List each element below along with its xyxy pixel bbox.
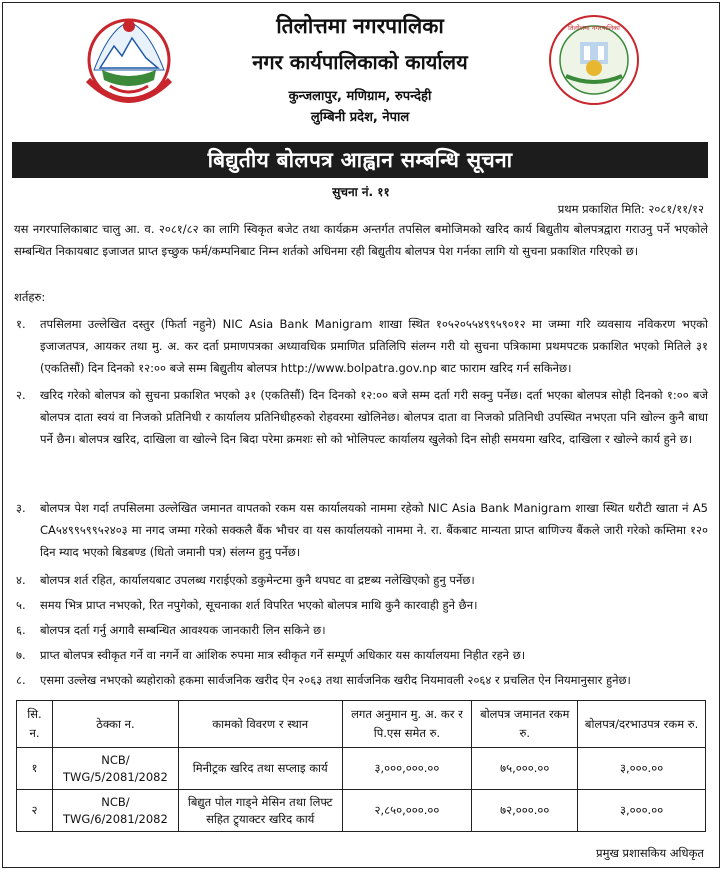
office-name: नगर कार्यपालिकाको कार्यालय [252, 50, 468, 74]
condition-text: एसमा उल्लेख नभएको ब्यहोराको हकमा सार्वजनिक खरीद ऐन २०६३ तथा सार्वजनिक खरीद नियमावली २०६४ र प्रचलित ऐन नियमानुसार हुनेछ। [40, 673, 631, 687]
intro-paragraph: यस नगरपालिकाबाट चालु आ. व. २०८१/८२ का लागि स्विकृत बजेट तथा कार्यक्रम अन्तर्गत तपसिल बमोजिमको खरिद कार्य बिद्युतीय बोलपत्रद्वारा गराउनु पर्ने भएकोले सम्बन्धित निकायबाट इजाजत प्राप्त इच्छुक फर्म/कम्पनिबाट निम्न शर्तको अधिनमा रही बिद्युतीय बोलपत्र पेश गर्नका लागि यो सुचना प्रकाशित गरिएको छ। [14, 222, 708, 259]
condition-number: ३. [16, 501, 26, 515]
cell-doc-fee: ३,०००.०० [578, 790, 706, 832]
logo-text: तिलोत्तमा नगरपालिका [568, 24, 620, 32]
table-row [17, 790, 706, 832]
condition-text: तपसिलमा उल्लेखित दस्तुर (फिर्ता नहुने) NIC Asia Bank Manigram शाखा स्थित १०५२०५५४९९५९०१२ मा जम्मा गरि व्यवसाय नविकरण भएको इजाजतपत्र, आयकर तथा मु. अ. कर दर्ता प्रमाणपत्रका अध्यावधिक प्रमाणित प्रतिलिपि संलग्न गरी यो सुचना पत्रिकामा प्रथमपटक प्रकाशित भएको मितिले ३१ (एकतिसौं) दिन दिनको १२:०० बजे सम्म बिद्युतीय बोलपत्र http://www.bolpatra.gov.np बाट फाराम खरिद गर्न सकिनेछ। [40, 317, 708, 376]
condition-item [14, 384, 708, 451]
col-header-estimate: लगत अनुमान मु. अ. कर र पि.एस समेत रु. [342, 701, 472, 748]
condition-item [14, 594, 708, 616]
table-row [17, 748, 706, 790]
municipality-logo-icon [548, 14, 640, 106]
condition-text: बोलपत्र पेश गर्दा तपसिलमा उल्लेखित जमानत वापतको रकम यस कार्यालयको नाममा रहेको NIC Asia Bank Manigram शाखा स्थित धरौटी खाता नं A5 CA५४९९५९९५२४०३ मा नगद जम्मा गरेको सक्कलै बैंक भौचर वा यस कार्यालयको नाममा ने. रा. बैंकबाट मान्यता प्राप्त बाणिज्य बैंकले जारी गरेको कम्तिमा १२० दिन म्याद भएको बिडबण्ड (धितो जमानी पत्र) संलग्न हुनु पर्नेछ। [40, 501, 708, 560]
col-header-contract: ठेक्का न. [52, 701, 178, 748]
cell-description: बिद्युत पोल गाड्ने मेसिन तथा लिफ्ट सहित ट्र्याक्टर खरिद कार्य [178, 790, 342, 832]
cell-bid-security: ७२,०००.०० [472, 790, 578, 832]
col-header-bid-security: बोलपत्र जमानत रकम रु. [472, 701, 578, 748]
condition-number: ८. [16, 673, 26, 687]
condition-text: समय भित्र प्राप्त नभएको, रित नपुगेको, सूचनाका शर्त विपरित भएको बोलपत्र माथि कुनै कारवाही हुने छैन। [40, 598, 478, 612]
conditions-heading: शर्तहरु: [14, 290, 46, 304]
cell-estimate: ३,०००,०००.०० [342, 748, 472, 790]
signoff: प्रमुख प्रशासकिय अधिकृत [596, 846, 704, 860]
col-header-sn: सि. न. [17, 701, 53, 748]
cell-estimate: २,८५०,०००.०० [342, 790, 472, 832]
cell-contract: NCB/ TWG/6/2081/2082 [52, 790, 178, 832]
condition-text: खरिद गरेको बोलपत्र को सुचना प्रकाशित भएको ३१ (एकतिसौं) दिन दिनको १२:०० बजे सम्म दर्ता गरी सक्नु पर्नेछ। दर्ता भएका बोलपत्र सोही दिनको १:०० बजे बोलपत्र दाता स्वयं वा निजको प्रतिनिधी र कार्यालय प्रतिनिधीहरुको रोहवरमा खोलिनेछ। बोलपत्र दाता वा निजको प्रतिनिधी उपस्थित नभएता पनि खोल्न कुनै बाधा पर्ने छैन। बोलपत्र खरिद, दाखिला वा खोल्ने दिन बिदा परेमा क्रमशः सो को भोलिपल्ट कार्यालय खुलेको दिन सोही समयमा खरिद, दाखिला र खोल्ने कार्य हुने छ। [40, 388, 708, 447]
condition-text: प्राप्त बोलपत्र स्वीकृत गर्ने वा नगर्ने वा आंशिक रुपमा मात्र स्वीकृत गर्ने सम्पूर्ण अधिकार यस कार्यालयमा निहीत रहने छ। [40, 648, 526, 662]
municipality-name: तिलोत्तमा नगरपालिका [276, 14, 444, 38]
condition-item [14, 497, 708, 564]
tender-table [16, 700, 706, 832]
cell-description: मिनीट्रक खरिद तथा सप्लाइ कार्य [178, 748, 342, 790]
address-line: कुन्जलापुर, मणिग्राम, रुपन्देही [288, 89, 432, 104]
cell-sn: २ [17, 790, 53, 832]
condition-number: ७. [16, 648, 26, 662]
col-header-description: कामको विवरण र स्थान [178, 701, 342, 748]
condition-number: ५. [16, 598, 26, 612]
condition-number: ४. [16, 573, 26, 587]
notice-title: बिद्युतीय बोलपत्र आह्वान सम्बन्धि सूचना [12, 142, 708, 178]
condition-text: बोलपत्र दर्ता गर्नु अगावै सम्बन्धित आवश्यक जानकारी लिन सकिने छ। [40, 623, 326, 637]
nepal-emblem-icon [80, 8, 178, 120]
cell-sn: १ [17, 748, 53, 790]
condition-item [14, 669, 708, 691]
first-published-date: प्रथम प्रकाशित मिति: २०८१/११/१२ [557, 202, 704, 216]
condition-number: २. [16, 388, 26, 402]
emblem-text: नेपाल सरकार [111, 102, 147, 110]
col-header-doc-fee: बोलपत्र/दरभाउपत्र रकम रु. [578, 701, 706, 748]
condition-text: बोलपत्र शर्त रहित, कार्यालयबाट उपलब्ध गराईएको डकुमेन्टमा कुनै थपघट वा द्रष्टब्य नलेखिएको हुनु पर्नेछ। [40, 573, 475, 587]
condition-number: १. [16, 317, 26, 331]
cell-doc-fee: ३,०००.०० [578, 748, 706, 790]
cell-contract: NCB/ TWG/5/2081/2082 [52, 748, 178, 790]
condition-item [14, 569, 708, 591]
condition-item [14, 644, 708, 666]
condition-item [14, 313, 708, 380]
condition-number: ६. [16, 623, 26, 637]
table-header-row [17, 701, 706, 748]
notice-number: सुचना नं. ११ [332, 185, 390, 199]
province-line: लुम्बिनी प्रदेश, नेपाल [310, 110, 410, 125]
cell-bid-security: ७५,०००.०० [472, 748, 578, 790]
condition-item [14, 619, 708, 641]
